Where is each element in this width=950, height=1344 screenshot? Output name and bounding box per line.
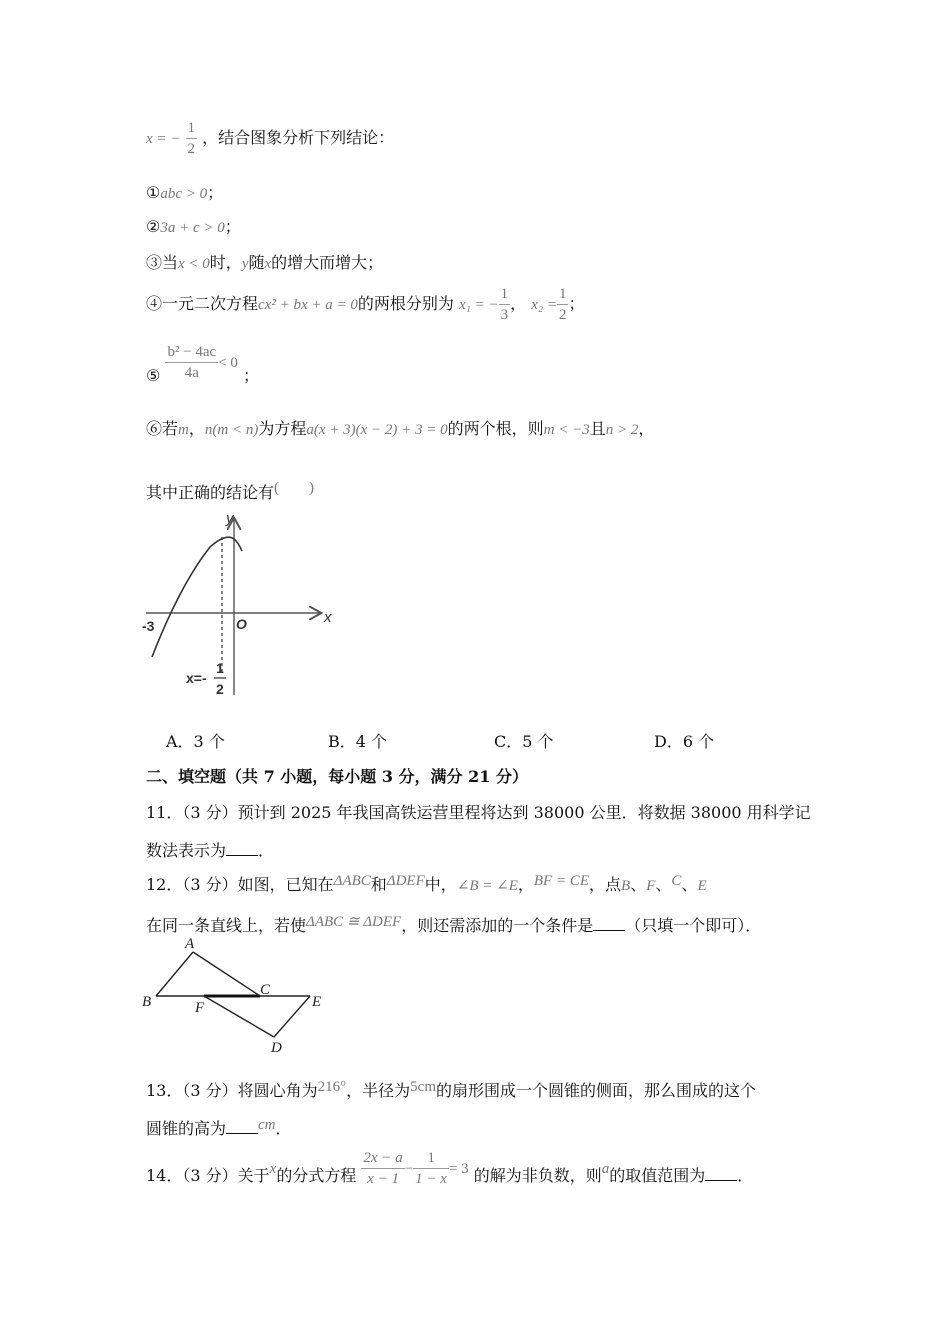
neg-three-label: -3	[142, 618, 155, 634]
y-axis-label: y	[226, 510, 234, 527]
parabola-curve	[152, 537, 242, 657]
q14-answer-blank[interactable]	[705, 1166, 737, 1181]
q13-answer-blank[interactable]	[226, 1119, 258, 1134]
label-a: A	[185, 936, 195, 952]
discriminant-fraction: $\frac{\text{b² − 4ac}}{4a}$	[167, 344, 217, 381]
triangle-figure	[138, 936, 338, 1060]
statement-6: ⑥若m，n(m < n)为方程a(x + 3)(x − 2) + 3 = 0的两个根，则m < −3且n > 2，	[146, 419, 655, 438]
q12-answer-blank[interactable]	[593, 916, 625, 931]
statement-1: ①abc > 0；	[146, 183, 224, 202]
q14-line: 14．（3 分）关于x的分式方程 $\frac{2x - a}{x - 1}$ − $\frac{1}{1 - x}$ = 3 的解为非负数，则a的取值范围为 ．	[146, 1150, 754, 1187]
side-ed	[274, 996, 310, 1037]
q13-line2: 圆锥的高为 cm．	[146, 1117, 292, 1138]
root-1-fraction: $\frac{1}{3}$	[500, 286, 509, 323]
axis-label-num: 1	[216, 660, 224, 676]
statement-4: ④一元二次方程cx² + bx + a = 0的两根分别为 x₁ = − $\frac{1}{3}$ ， x₂ = $\frac{1}{2}$ ；	[146, 286, 585, 323]
fraction-1: $\frac{2x - a}{x - 1}$	[363, 1150, 403, 1187]
statement-2: ②3a + c > 0；	[146, 217, 241, 236]
x-axis-label: x	[324, 609, 332, 626]
q12-line2: 在同一条直线上，若使ΔABC ≅ ΔDEF，则还需添加的一个条件是 （只填一个即可）．	[146, 914, 762, 935]
label-c: C	[260, 982, 271, 998]
root-2-fraction: $\frac{1}{2}$	[558, 286, 567, 323]
statement-5: ⑤ $\frac{\text{b² − 4ac}}{4a}$ < 0 ；	[146, 344, 260, 385]
fraction-2: $\frac{1}{1 - x}$	[415, 1150, 447, 1187]
label-e: E	[312, 994, 322, 1010]
statement-3: ③当x < 0时，y随x的增大而增大；	[146, 253, 384, 272]
axis-tail-text: ，结合图象分析下列结论：	[202, 128, 395, 147]
label-b: B	[142, 994, 152, 1010]
section-heading: 二、填空题（共 7 小题，每小题 3 分，满分 21 分）	[146, 767, 528, 786]
option-d[interactable]: D．6 个	[654, 732, 715, 751]
axis-eq: x = −	[146, 131, 181, 147]
option-a[interactable]: A．3 个	[166, 732, 225, 751]
side-fd	[204, 996, 274, 1037]
side-ab	[156, 952, 193, 996]
axis-label-x: x=-	[186, 670, 207, 686]
q13-line1: 13．（3 分）将圆心角为216°，半径为5cm的扇形围成一个圆锥的侧面，那么围成的这个	[146, 1079, 756, 1100]
axis-label-den: 2	[216, 681, 224, 697]
q11-line2: 数法表示为 ．	[146, 841, 275, 860]
option-c[interactable]: C．5 个	[494, 732, 554, 751]
q11-line1: 11．（3 分）预计到 2025 年我国高铁运营里程将达到 38000 公里．将数据 38000 用科学记	[146, 803, 811, 822]
axis-fraction: $\frac{1}{2}$	[187, 120, 195, 157]
parabola-graph	[130, 505, 350, 705]
label-d: D	[271, 1040, 282, 1056]
axis-of-symmetry-line	[146, 118, 394, 159]
side-ac	[193, 952, 260, 996]
q11-answer-blank[interactable]	[226, 841, 258, 856]
origin-label: O	[236, 616, 247, 632]
label-f: F	[195, 1000, 205, 1016]
q12-line1: 12．（3 分）如图，已知在ΔABC和ΔDEF中，∠B = ∠E，BF = CE，点B、F、C、E	[146, 873, 707, 894]
question-prompt: 其中正确的结论有( )	[146, 480, 315, 502]
option-b[interactable]: B．4 个	[328, 732, 388, 751]
